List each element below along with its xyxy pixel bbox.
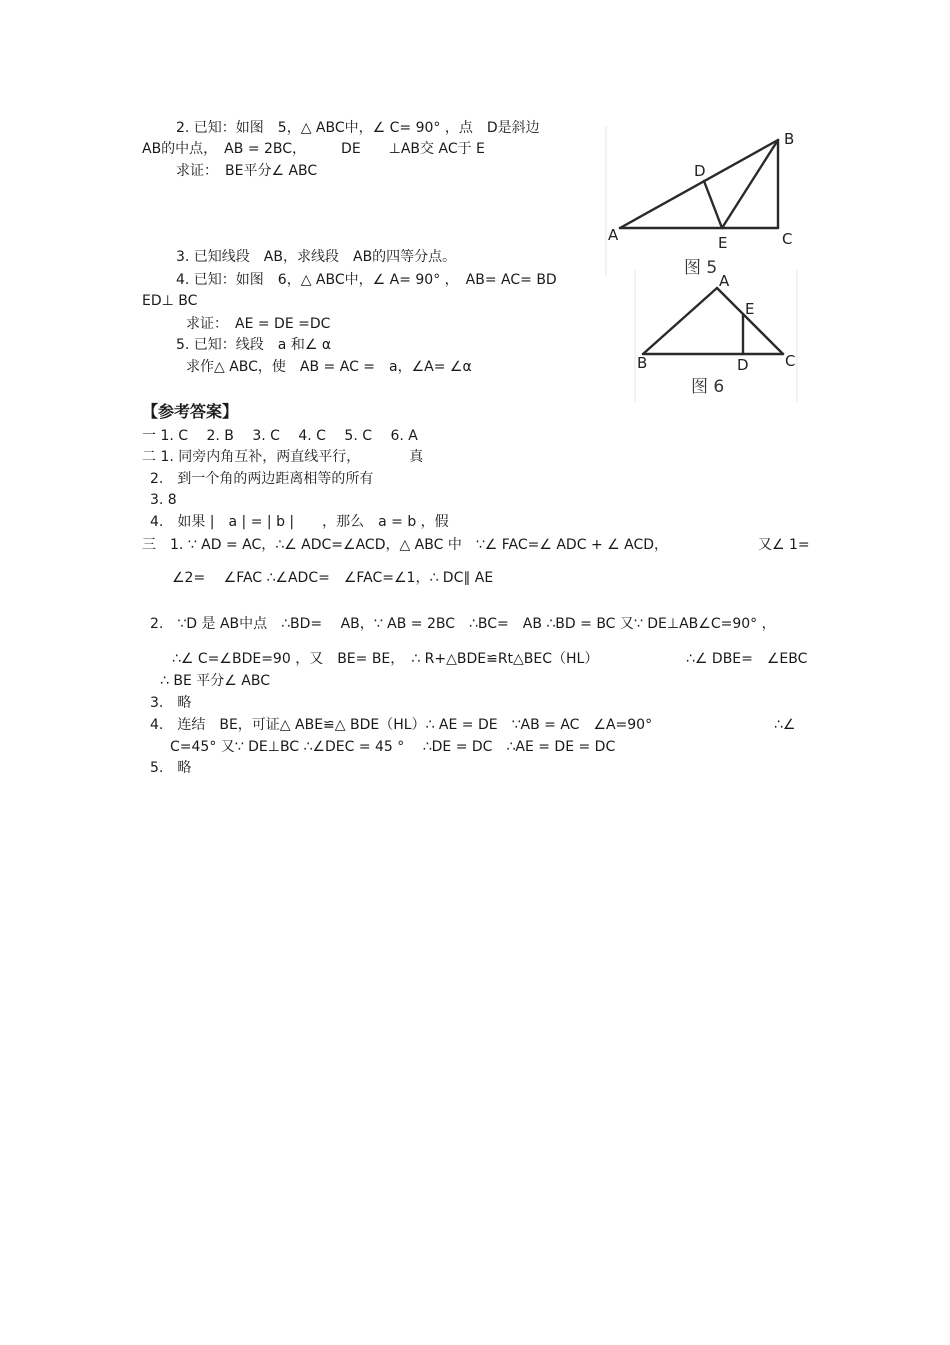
answers-section-3-item-1-c: ∠2= ∠FAC ∴∠ADC= ∠FAC=∠1，∴ DC∥ AE (172, 570, 494, 586)
problem-4-line-2: ED⊥ BC (142, 293, 198, 309)
figure-6 (633, 270, 801, 402)
problem-4-line-3: 求证： AE = DE =DC (186, 316, 331, 332)
answers-section-3-item-2-b: ∴∠ C=∠BDE=90 ，又 BE= BE， ∴ R+△BDE≌Rt△BEC（HL） (172, 651, 599, 667)
figure-5 (604, 126, 804, 276)
answers-section-3-item-4-c: C=45° 又∵ DE⊥BC ∴∠DEC = 45 ° ∴DE = DC ∴AE = DE = DC (170, 739, 616, 755)
figure-5-caption: 图 5 (684, 258, 718, 276)
problem-2-line-1: 2. 已知：如图 5，△ ABC中，∠ C= 90° ，点 D是斜边 (176, 120, 540, 136)
problem-5-line-1: 5. 已知：线段 a 和∠ α (176, 337, 332, 353)
problem-4-line-1: 4. 已知：如图 6，△ ABC中，∠ A= 90° ， AB= AC= BD (176, 272, 557, 288)
figure-5-label-a: A (608, 226, 619, 244)
answers-section-2-item-4: 4. 如果 | a | = | b | ，那么 a = b ，假 (150, 514, 449, 530)
problem-2-line-3: 求证： BE平分∠ ABC (176, 163, 318, 179)
answers-section-3-item-4-b: ∴∠ (774, 717, 796, 733)
answers-section-3-item-2-d: ∴ BE 平分∠ ABC (160, 673, 270, 689)
answers-section-2-item-3: 3. 8 (150, 492, 177, 508)
figure-6-label-b: B (637, 354, 648, 372)
problem-2-line-2: AB的中点， AB = 2BC， DE ⊥AB交 AC于 E (142, 141, 485, 157)
answers-section-1: 一 1. C 2. B 3. C 4. C 5. C 6. A (142, 428, 418, 444)
figure-6-caption: 图 6 (691, 377, 725, 397)
figure-5-label-d: D (694, 162, 706, 180)
problem-5-line-2: 求作△ ABC，使 AB = AC = a，∠A= ∠α (186, 359, 472, 375)
figure-6-label-a: A (719, 272, 730, 290)
answers-heading: 【参考答案】 (142, 402, 239, 421)
figure-6-label-c: C (785, 352, 796, 370)
answers-section-3-item-2-a: 2. ∵D 是 AB中点 ∴BD= AB，∵ AB = 2BC ∴BC= AB ∴BD = BC 又∵ DE⊥AB∠C=90° ， (150, 616, 776, 632)
figure-5-drawing (604, 126, 804, 276)
answers-section-3-item-4-a: 4. 连结 BE，可证△ ABE≌△ BDE（HL）∴ AE = DE ∵AB = AC ∠A=90° (150, 717, 653, 733)
answers-section-3-item-2-c: ∴∠ DBE= ∠EBC (686, 651, 808, 667)
figure-6-label-d: D (737, 356, 749, 374)
figure-5-lines (620, 140, 778, 228)
figure-5-label-e: E (718, 234, 728, 252)
answers-section-2-item-1: 二 1. 同旁内角互补，两直线平行， 真 (142, 449, 424, 465)
problem-3: 3. 已知线段 AB，求线段 AB的四等分点。 (176, 249, 457, 265)
figure-6-lines (643, 288, 783, 354)
figure-5-label-b: B (784, 130, 795, 148)
answers-section-3-item-5: 5. 略 (150, 760, 192, 776)
answers-section-3-item-3: 3. 略 (150, 695, 192, 711)
answers-section-3-item-1-a: 三 1. ∵ AD = AC，∴∠ ADC=∠ACD，△ ABC 中 ∵∠ FAC=∠ ADC + ∠ ACD， (142, 537, 669, 553)
figure-5-label-c: C (782, 230, 793, 248)
figure-6-label-e: E (745, 300, 755, 318)
answers-section-2-item-2: 2. 到一个角的两边距离相等的所有 (150, 471, 374, 487)
answers-section-3-item-1-b: 又∠ 1= (758, 537, 810, 553)
figure-6-drawing (633, 270, 801, 402)
